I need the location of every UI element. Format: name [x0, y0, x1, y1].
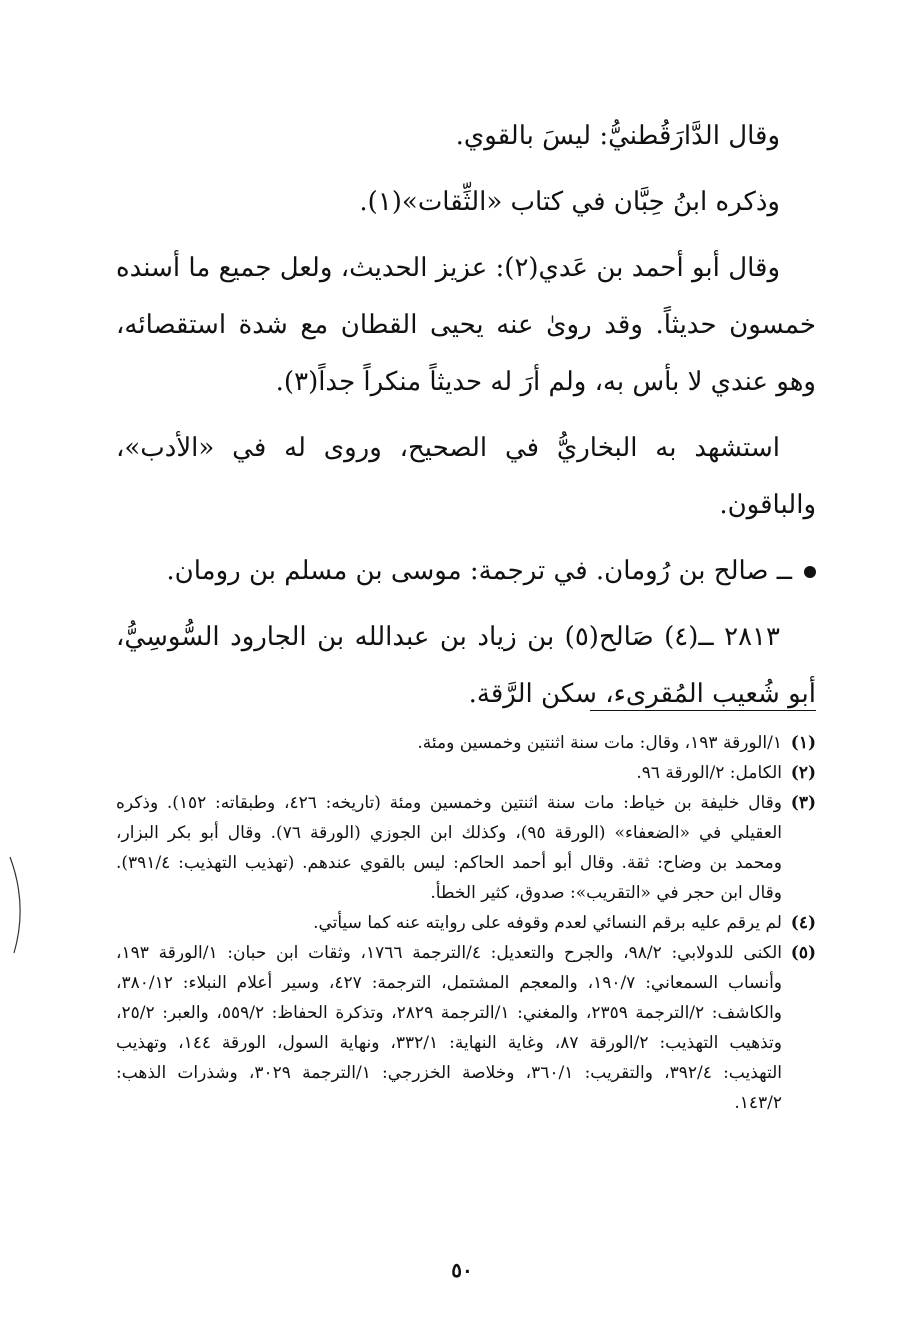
cross-reference-text: ــ صالح بن رُومان. في ترجمة: موسى بن مسلم بن رومان. — [166, 556, 792, 586]
page-number: ٥٠ — [451, 1258, 473, 1282]
footnote-number: (٤) — [790, 913, 816, 933]
footnote-separator — [590, 710, 816, 711]
footnote-number: (١) — [790, 733, 816, 753]
footnote-2 — [116, 758, 816, 788]
margin-bracket-mark — [6, 855, 32, 955]
paragraph-bukhari: استشهد به البخاريُّ في الصحيح، وروى له في «الأدب»، والباقون. — [116, 433, 816, 520]
footnote-1 — [116, 728, 816, 758]
paragraph-daraqutni: وقال الدَّارَقُطنيُّ: ليسَ بالقوي. — [455, 121, 780, 151]
bullet-icon — [804, 566, 816, 578]
footnote-3 — [116, 788, 816, 908]
footnote-text: الكنى للدولابي: ٩٨/٢، والجرح والتعديل: ٤/الترجمة ١٧٦٦، وثقات ابن حبان: ١/الورقة ١٩٣، وأنساب السمعاني: ١٩٠/٧، والمعجم المشتمل، الترجمة: ٤٢٧، وسير أعلام النبلاء: ٣٨٠/١٢، والكاشف: ٢/الترجمة ٢٣٥٩، والمغني: ١/الترجمة ٢٨٢٩، وتذكرة الحفاظ: ٥٥٩/٢، والعبر: ٢٥/٢، وتذهيب التهذيب: ٢/الورقة ٨٧، وغاية النهاية: ٣٣٢/١، ونهاية السول، الورقة ١٤٤، وتهذيب التهذيب: ٣٩٢/٤، والتقريب: ٣٦٠/١، وخلاصة الخزرجي: ١/الترجمة ٣٠٢٩، وشذرات الذهب: ١٤٣/٢. — [116, 943, 783, 1113]
footnote-number: (٣) — [790, 793, 816, 813]
footnote-number: (٢) — [790, 763, 816, 783]
footnote-text: الكامل: ٢/الورقة ٩٦. — [636, 763, 782, 783]
paragraph-salih-ruman — [116, 543, 816, 600]
footnote-4 — [116, 908, 816, 938]
paragraph-ibn-adi: وقال أبو أحمد بن عَدي(٢): عزيز الحديث، ولعل جميع ما أسنده خمسون حديثاً. وقد روىٰ عنه يحيى القطان مع شدة استقصائه، وهو عندي لا بأس به، ولم أرَ له حديثاً منكراً جداً(٣). — [116, 253, 816, 397]
main-text — [116, 108, 816, 723]
footnote-text: لم يرقم عليه برقم النسائي لعدم وقوفه على روايته عنه كما سيأتي. — [313, 913, 782, 933]
footnote-text: وقال خليفة بن خياط: مات سنة اثنتين وخمسين ومئة (تاريخه: ٤٢٦، وطبقاته: ١٥٢). وذكره العقيلي في «الضعفاء» (الورقة ٩٥)، وكذلك ابن الجوزي (الورقة ٧٦). وقال أبو بكر البزار، ومحمد بن وضاح: ثقة. وقال أبو أحمد الحاكم: ليس بالقوي عندهم. (تهذيب التهذيب: ٣٩١/٤). وقال ابن حجر في «التقريب»: صدوق، كثير الخطأ. — [116, 793, 782, 903]
footnotes — [116, 728, 816, 1118]
footnote-number: (٥) — [790, 943, 816, 963]
entry-2813: ٢٨١٣ ــ(٤) صَالح(٥) بن زياد بن عبدالله بن الجارود السُّوسِيُّ، أبو شُعيب المُقرىء، سكن الرَّقة. — [116, 622, 816, 709]
paragraph-ibn-hibban: وذكره ابنُ حِبَّان في كتاب «الثِّقات»(١). — [359, 187, 780, 217]
footnote-5 — [116, 938, 816, 1118]
footnote-text: ١/الورقة ١٩٣، وقال: مات سنة اثنتين وخمسين ومئة. — [417, 733, 782, 753]
